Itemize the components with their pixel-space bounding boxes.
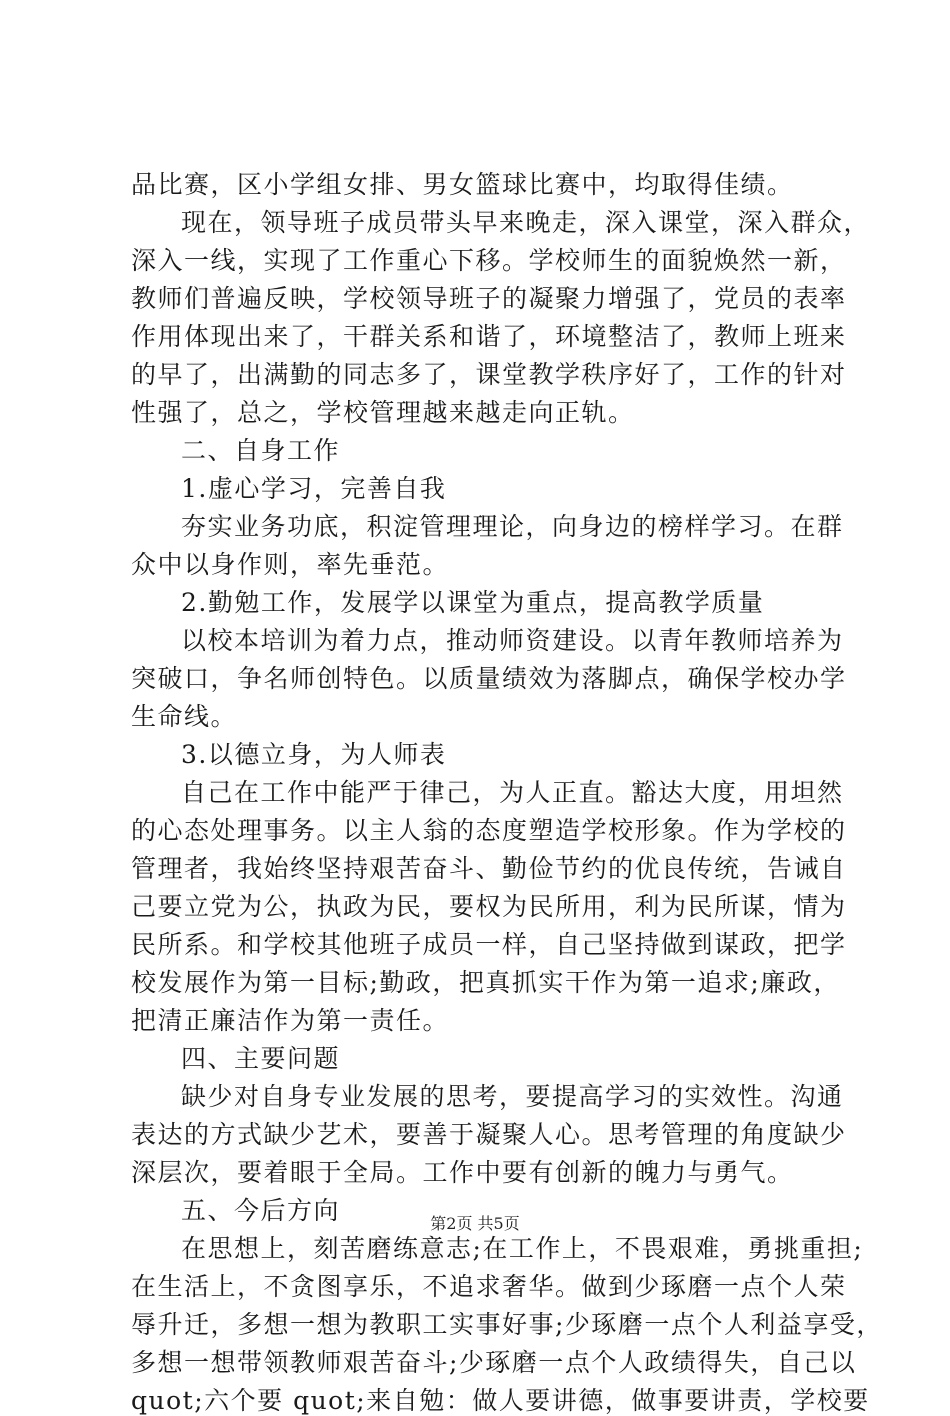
- text-line: 作用体现出来了，干群关系和谐了，环境整洁了，教师上班来: [131, 322, 847, 351]
- text-line: 性强了，总之，学校管理越来越走向正轨。: [131, 398, 635, 427]
- text-line: 现在，领导班子成员带头早来晚走，深入课堂，深入群众，: [181, 208, 871, 237]
- subsection-heading: 3.以德立身，为人师表: [181, 740, 447, 769]
- text-line: 的早了，出满勤的同志多了，课堂教学秩序好了，工作的针对: [131, 360, 847, 389]
- text-line: 以校本培训为着力点，推动师资建设。以青年教师培养为: [181, 626, 844, 655]
- text-line: 的心态处理事务。以主人翁的态度塑造学校形象。作为学校的: [131, 816, 847, 845]
- text-line: 缺少对自身专业发展的思考，要提高学习的实效性。沟通: [181, 1082, 844, 1111]
- text-line: 夯实业务功底，积淀管理理论，向身边的榜样学习。在群: [181, 512, 844, 541]
- text-line: 在思想上，刻苦磨练意志;在工作上，不畏艰难，勇挑重担;: [181, 1234, 864, 1263]
- text-line: 深入一线，实现了工作重心下移。学校师生的面貌焕然一新，: [131, 246, 847, 275]
- subsection-heading: 2.勤勉工作，发展学以课堂为重点，提高教学质量: [181, 588, 765, 617]
- text-line: 自己在工作中能严于律己，为人正直。豁达大度，用坦然: [181, 778, 844, 807]
- text-line: 品比赛，区小学组女排、男女篮球比赛中，均取得佳绩。: [131, 170, 794, 199]
- text-line: 深层次，要着眼于全局。工作中要有创新的魄力与勇气。: [131, 1158, 794, 1187]
- text-line: quot;六个要 quot;来自勉：做人要讲德，做事要讲责，学校要: [131, 1386, 870, 1415]
- text-line: 辱升迁，多想一想为教职工实事好事;少琢磨一点个人利益享受，: [131, 1310, 883, 1339]
- section-heading: 四、主要问题: [181, 1044, 341, 1073]
- section-heading: 二、自身工作: [181, 436, 341, 465]
- text-line: 多想一想带领教师艰苦奋斗;少琢磨一点个人政绩得失，自己以: [131, 1348, 857, 1377]
- text-line: 众中以身作则，率先垂范。: [131, 550, 450, 579]
- text-line: 教师们普遍反映，学校领导班子的凝聚力增强了，党员的表率: [131, 284, 847, 313]
- text-line: 己要立党为公，执政为民，要权为民所用，利为民所谋，情为: [131, 892, 847, 921]
- text-line: 校发展作为第一目标;勤政，把真抓实干作为第一追求;廉政，: [131, 968, 840, 997]
- text-line: 管理者，我始终坚持艰苦奋斗、勤俭节约的优良传统，告诫自: [131, 854, 847, 883]
- text-line: 民所系。和学校其他班子成员一样，自己坚持做到谋政，把学: [131, 930, 847, 959]
- text-line: 突破口，争名师创特色。以质量绩效为落脚点，确保学校办学: [131, 664, 847, 693]
- text-line: 生命线。: [131, 702, 238, 731]
- section-heading: 五、今后方向: [181, 1196, 341, 1225]
- subsection-heading: 1.虚心学习，完善自我: [181, 474, 447, 503]
- text-line: 把清正廉洁作为第一责任。: [131, 1006, 450, 1035]
- page-number-footer: 第2页 共5页: [430, 1214, 520, 1233]
- text-line: 在生活上，不贪图享乐，不追求奢华。做到少琢磨一点个人荣: [131, 1272, 847, 1301]
- text-line: 表达的方式缺少艺术，要善于凝聚人心。思考管理的角度缺少: [131, 1120, 847, 1149]
